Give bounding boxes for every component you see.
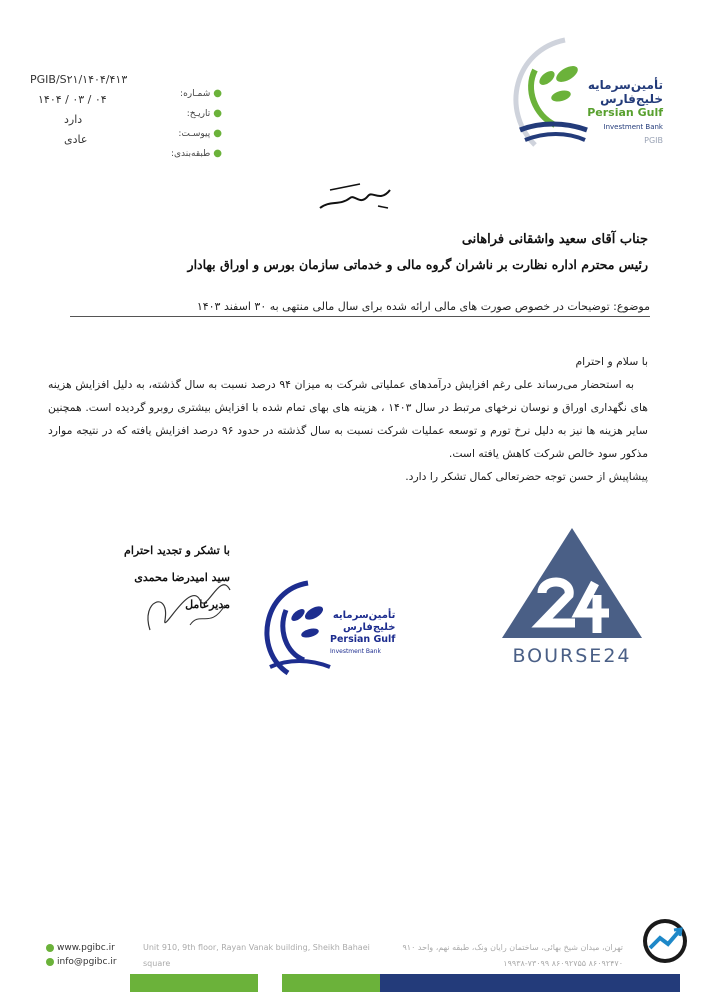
footer-bar-gap: [258, 974, 282, 992]
letter-date: ۱۴۰۴ / ۰۳ / ۰۴: [38, 93, 107, 106]
company-stamp: [248, 575, 438, 680]
globe-icon: [46, 944, 54, 952]
footer-contact: [46, 941, 117, 969]
signature-icon: [130, 560, 240, 640]
bourse24-label: BOURSE24: [512, 645, 632, 667]
stamp-en-line1: Persian Gulf: [330, 634, 396, 645]
letter-attachment: دارد: [64, 113, 83, 126]
letter-number: PGIB/S۲۱/۱۴۰۴/۴۱۳: [30, 73, 128, 86]
signatory-name: سید امیدرضا محمدی: [134, 571, 230, 584]
footer-address-fa: تهران، میدان شیخ بهائی، ساختمان رایان ونک، طبقه نهم، واحد ۹۱۰: [402, 943, 623, 952]
logo-en-line1: Persian Gulf: [587, 106, 663, 119]
footer-email[interactable]: info@pgibc.ir: [57, 957, 117, 967]
letter-classification: عادی: [64, 133, 88, 146]
site-badge-icon: [640, 916, 690, 966]
bullet-icon: ●: [213, 108, 222, 119]
handwritten-signature: [130, 560, 240, 640]
label-classification: طبقه‌بندی:: [170, 149, 211, 159]
stamp-en-line2: Investment Bank: [330, 648, 381, 655]
footer-website[interactable]: www.pgibc.ir: [57, 943, 115, 953]
footer-address-en: Unit 910, 9th floor, Rayan Vanak building, Sheikh Bahaei square: [143, 943, 370, 968]
letter-closing: پیشاپیش از حسن توجه حضرتعالی کمال تشکر را دارد.: [405, 470, 648, 483]
letter-body: [48, 350, 648, 488]
logo-fa-line2: خلیج‌فارس: [600, 92, 663, 106]
label-attachment: پیوسـت:: [178, 129, 211, 139]
company-logo: [495, 30, 675, 160]
signatory-title: مدیرعامل: [185, 598, 230, 611]
addressee-title: رئیس محترم اداره نظارت بر ناشران گروه مالی و خدماتی سازمان بورس و اوراق بهادار: [187, 257, 648, 272]
bullet-icon: ●: [213, 88, 222, 99]
stamp-fa-line2: خلیج‌فارس: [343, 622, 396, 633]
addressee-name: جناب آقای سعید واشقانی فراهانی: [461, 232, 648, 247]
stamp-fa-line1: تأمین‌سرمایه: [332, 610, 396, 621]
letter-meta-labels: [152, 84, 222, 164]
footer-phones-fa: ۸۶۰۹۲۴۷۰ ۸۶۰۹۲۷۵۵ ۱۹۹۳۸-۷۳۰۹۹: [503, 959, 623, 968]
letter-greeting: با سلام و احترام: [575, 355, 648, 368]
bourse24-logo-icon: [497, 523, 647, 643]
logo-en-line2: Investment Bank: [603, 123, 663, 131]
letter-paragraph: به استحضار می‌رساند علی رغم افزایش درآمدهای عملیاتی شرکت به میزان ۹۴ درصد نسبت به سال گذشته، به دلیل افزایش هزینه های نگهداری اوراق و نوسان نرخهای مرتبط در سال ۱۴۰۳ ، هزینه های بهای تمام شده با افزایش بیشتری روبرو گردیده است. همچنین سایر هزینه ها نیز به دلیل نرخ تورم و توسعه عملیات شرکت نسبت به سال گذشته در حدود ۹۶ درصد افزایش یافته که در نتیجه موارد مذکور سود خالص شرکت کاهش یافته است.: [48, 378, 648, 460]
mail-icon: [46, 958, 54, 966]
signature-regards: با تشکر و تجدید احترام: [124, 544, 230, 557]
footer-bar-green: [130, 974, 380, 992]
footer-bar-blue: [380, 974, 680, 992]
label-date: تاریـخ:: [186, 109, 211, 119]
bullet-icon: ●: [213, 148, 222, 159]
invocation-calligraphy: [300, 178, 410, 218]
letter-subject: موضوع: توضیحات در خصوص صورت های مالی ارائه شده برای سال مالی منتهی به ۳۰ اسفند ۱۴۰۳: [70, 300, 650, 317]
logo-fa-line1: تأمین‌سرمایه: [587, 78, 663, 92]
label-number: شمـاره:: [180, 89, 211, 99]
letter-meta-values: [30, 70, 160, 150]
logo-abbr: PGIB: [644, 136, 663, 145]
calligraphy-icon: [300, 178, 410, 218]
bullet-icon: ●: [213, 128, 222, 139]
